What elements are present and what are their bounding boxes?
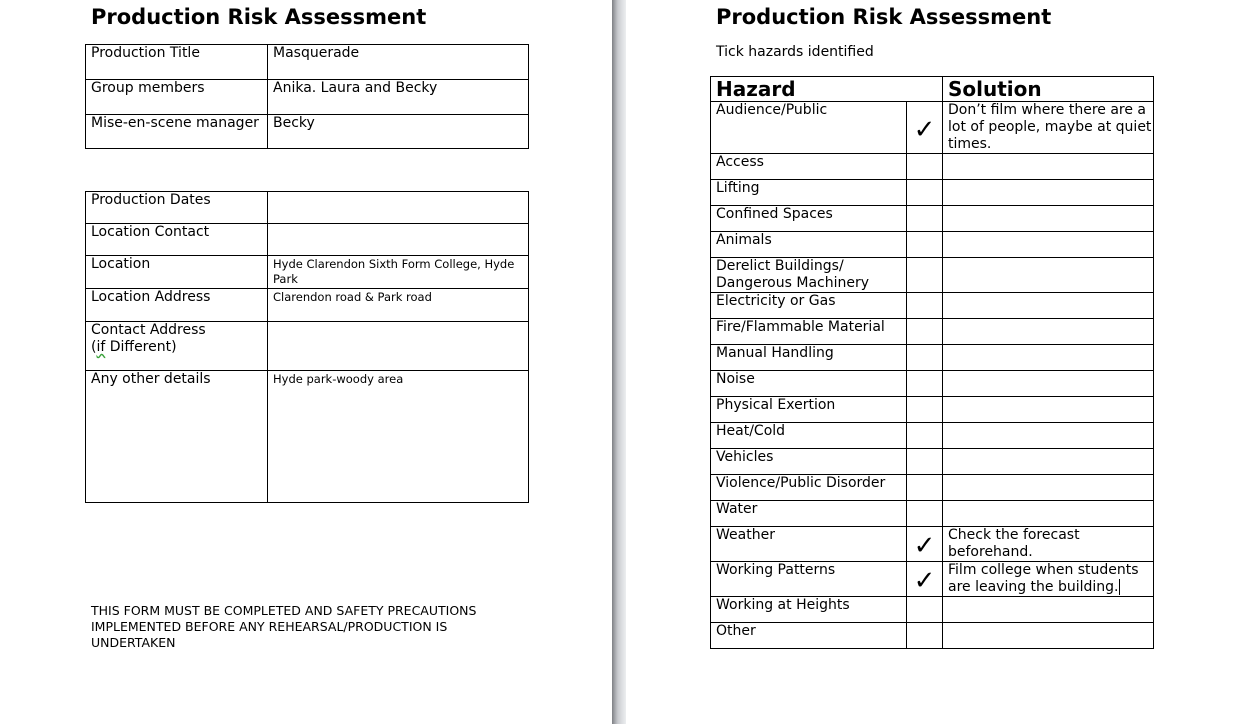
table-row [711, 397, 1154, 423]
hazard-tick-cell[interactable] [907, 527, 943, 562]
hazard-solution[interactable] [943, 623, 1154, 649]
table-row [711, 527, 1154, 562]
table-row [711, 232, 1154, 258]
checkmark-icon: ✓ [913, 531, 936, 561]
table-row [711, 449, 1154, 475]
hazard-solution[interactable] [943, 423, 1154, 449]
production-details-table [85, 191, 529, 503]
table-header-row [711, 77, 1154, 102]
hazard-solution[interactable] [943, 501, 1154, 527]
hazard-name: Electricity or Gas [711, 293, 907, 319]
location-address-label: Location Address [86, 289, 268, 322]
table-row [86, 322, 529, 371]
page-title: Production Risk Assessment [716, 5, 1052, 29]
safety-notice: THIS FORM MUST BE COMPLETED AND SAFETY PRECAUTIONS IMPLEMENTED BEFORE ANY REHEARSAL/PRODUCTION IS UNDERTAKEN [91, 603, 477, 650]
contact-address-value[interactable] [268, 322, 529, 371]
hazard-name: Weather [711, 527, 907, 562]
hazard-solution[interactable] [943, 597, 1154, 623]
location-label: Location [86, 256, 268, 289]
hazard-name: Water [711, 501, 907, 527]
hazard-solution[interactable] [943, 232, 1154, 258]
hazard-solution[interactable] [943, 475, 1154, 501]
hazard-name: Heat/Cold [711, 423, 907, 449]
contact-address-label-line2: (if Different) [91, 339, 177, 355]
hazard-tick-cell[interactable] [907, 319, 943, 345]
production-info-table [85, 44, 529, 149]
hazard-name: Working Patterns [711, 562, 907, 597]
solution-text: Film college when students are leaving the building. [948, 562, 1139, 595]
hazard-solution[interactable] [943, 293, 1154, 319]
hazard-tick-cell[interactable] [907, 206, 943, 232]
hazard-name: Audience/Public [711, 102, 907, 154]
solution-header: Solution [943, 77, 1154, 102]
table-row [711, 206, 1154, 232]
table-row [86, 80, 529, 115]
table-row [711, 102, 1154, 154]
table-row [86, 256, 529, 289]
hazard-tick-cell[interactable] [907, 623, 943, 649]
group-members-label: Group members [86, 80, 268, 115]
hazard-tick-cell[interactable] [907, 258, 943, 293]
production-dates-value[interactable] [268, 192, 529, 224]
hazard-solution[interactable] [943, 258, 1154, 293]
table-row [711, 258, 1154, 293]
production-title-value[interactable]: Masquerade [268, 45, 529, 80]
hazard-tick-cell[interactable] [907, 475, 943, 501]
hazard-header: Hazard [711, 77, 943, 102]
hazard-solution[interactable] [943, 102, 1154, 154]
table-row [711, 154, 1154, 180]
page-title: Production Risk Assessment [91, 5, 427, 29]
table-row [86, 371, 529, 503]
hazard-rows [711, 102, 1154, 649]
hazard-tick-cell[interactable] [907, 449, 943, 475]
hazard-solution[interactable] [943, 154, 1154, 180]
hazard-name: Manual Handling [711, 345, 907, 371]
location-address-value[interactable]: Clarendon road & Park road [268, 289, 529, 322]
contact-address-label [86, 322, 268, 371]
table-row [711, 562, 1154, 597]
hazard-tick-cell[interactable] [907, 423, 943, 449]
table-row [711, 475, 1154, 501]
hazard-solution[interactable] [943, 562, 1154, 597]
hazard-tick-cell[interactable] [907, 232, 943, 258]
hazard-name: Vehicles [711, 449, 907, 475]
table-row [86, 289, 529, 322]
hazard-tick-cell[interactable] [907, 562, 943, 597]
table-row [86, 115, 529, 149]
table-row [711, 623, 1154, 649]
table-row [711, 597, 1154, 623]
hazard-tick-cell[interactable] [907, 597, 943, 623]
table-row [86, 45, 529, 80]
right-page [626, 0, 1238, 724]
hazard-tick-cell[interactable] [907, 180, 943, 206]
page-gutter [612, 0, 626, 724]
hazard-solution[interactable] [943, 206, 1154, 232]
table-row [711, 501, 1154, 527]
location-contact-value[interactable] [268, 224, 529, 256]
table-row [711, 423, 1154, 449]
left-page [0, 0, 612, 724]
hazard-solution[interactable] [943, 397, 1154, 423]
hazard-name: Fire/Flammable Material [711, 319, 907, 345]
table-row [86, 192, 529, 224]
tick-instruction: Tick hazards identified [716, 44, 874, 60]
location-contact-label: Location Contact [86, 224, 268, 256]
hazard-tick-cell[interactable] [907, 397, 943, 423]
hazard-name: Animals [711, 232, 907, 258]
hazard-solution[interactable] [943, 180, 1154, 206]
table-row [711, 180, 1154, 206]
location-value[interactable]: Hyde Clarendon Sixth Form College, Hyde Park [268, 256, 529, 289]
table-row [711, 345, 1154, 371]
checkmark-icon: ✓ [913, 114, 936, 145]
hazard-tick-cell[interactable] [907, 293, 943, 319]
hazard-name: Working at Heights [711, 597, 907, 623]
table-row [86, 224, 529, 256]
hazard-table [710, 76, 1154, 649]
group-members-value[interactable]: Anika. Laura and Becky [268, 80, 529, 115]
hazard-tick-cell[interactable] [907, 154, 943, 180]
mise-en-scene-manager-value[interactable]: Becky [268, 115, 529, 149]
production-dates-label: Production Dates [86, 192, 268, 224]
hazard-tick-cell[interactable] [907, 345, 943, 371]
other-details-value[interactable]: Hyde park-woody area [268, 371, 529, 503]
spellcheck-word: if [96, 339, 106, 355]
hazard-solution[interactable] [943, 319, 1154, 345]
other-details-label: Any other details [86, 371, 268, 503]
checkmark-icon: ✓ [913, 566, 936, 596]
hazard-solution[interactable] [943, 345, 1154, 371]
hazard-name: Lifting [711, 180, 907, 206]
hazard-solution[interactable] [943, 371, 1154, 397]
table-row [711, 371, 1154, 397]
hazard-solution[interactable] [943, 449, 1154, 475]
hazard-solution[interactable] [943, 527, 1154, 562]
hazard-name: Violence/Public Disorder [711, 475, 907, 501]
hazard-name: Other [711, 623, 907, 649]
hazard-tick-cell[interactable] [907, 501, 943, 527]
solution-text: Check the forecast beforehand. [948, 527, 1080, 560]
production-title-label: Production Title [86, 45, 268, 80]
hazard-name: Physical Exertion [711, 397, 907, 423]
hazard-tick-cell[interactable] [907, 102, 943, 154]
mise-en-scene-manager-label: Mise-en-scene manager [86, 115, 268, 149]
hazard-name: Confined Spaces [711, 206, 907, 232]
hazard-name: Noise [711, 371, 907, 397]
hazard-name: Derelict Buildings/ Dangerous Machinery [711, 258, 907, 293]
solution-text: Don’t film where there are a lot of people, maybe at quiet times. [948, 102, 1152, 152]
table-row [711, 319, 1154, 345]
hazard-name: Access [711, 154, 907, 180]
hazard-tick-cell[interactable] [907, 371, 943, 397]
table-row [711, 293, 1154, 319]
contact-address-label-line1: Contact Address [91, 322, 206, 338]
